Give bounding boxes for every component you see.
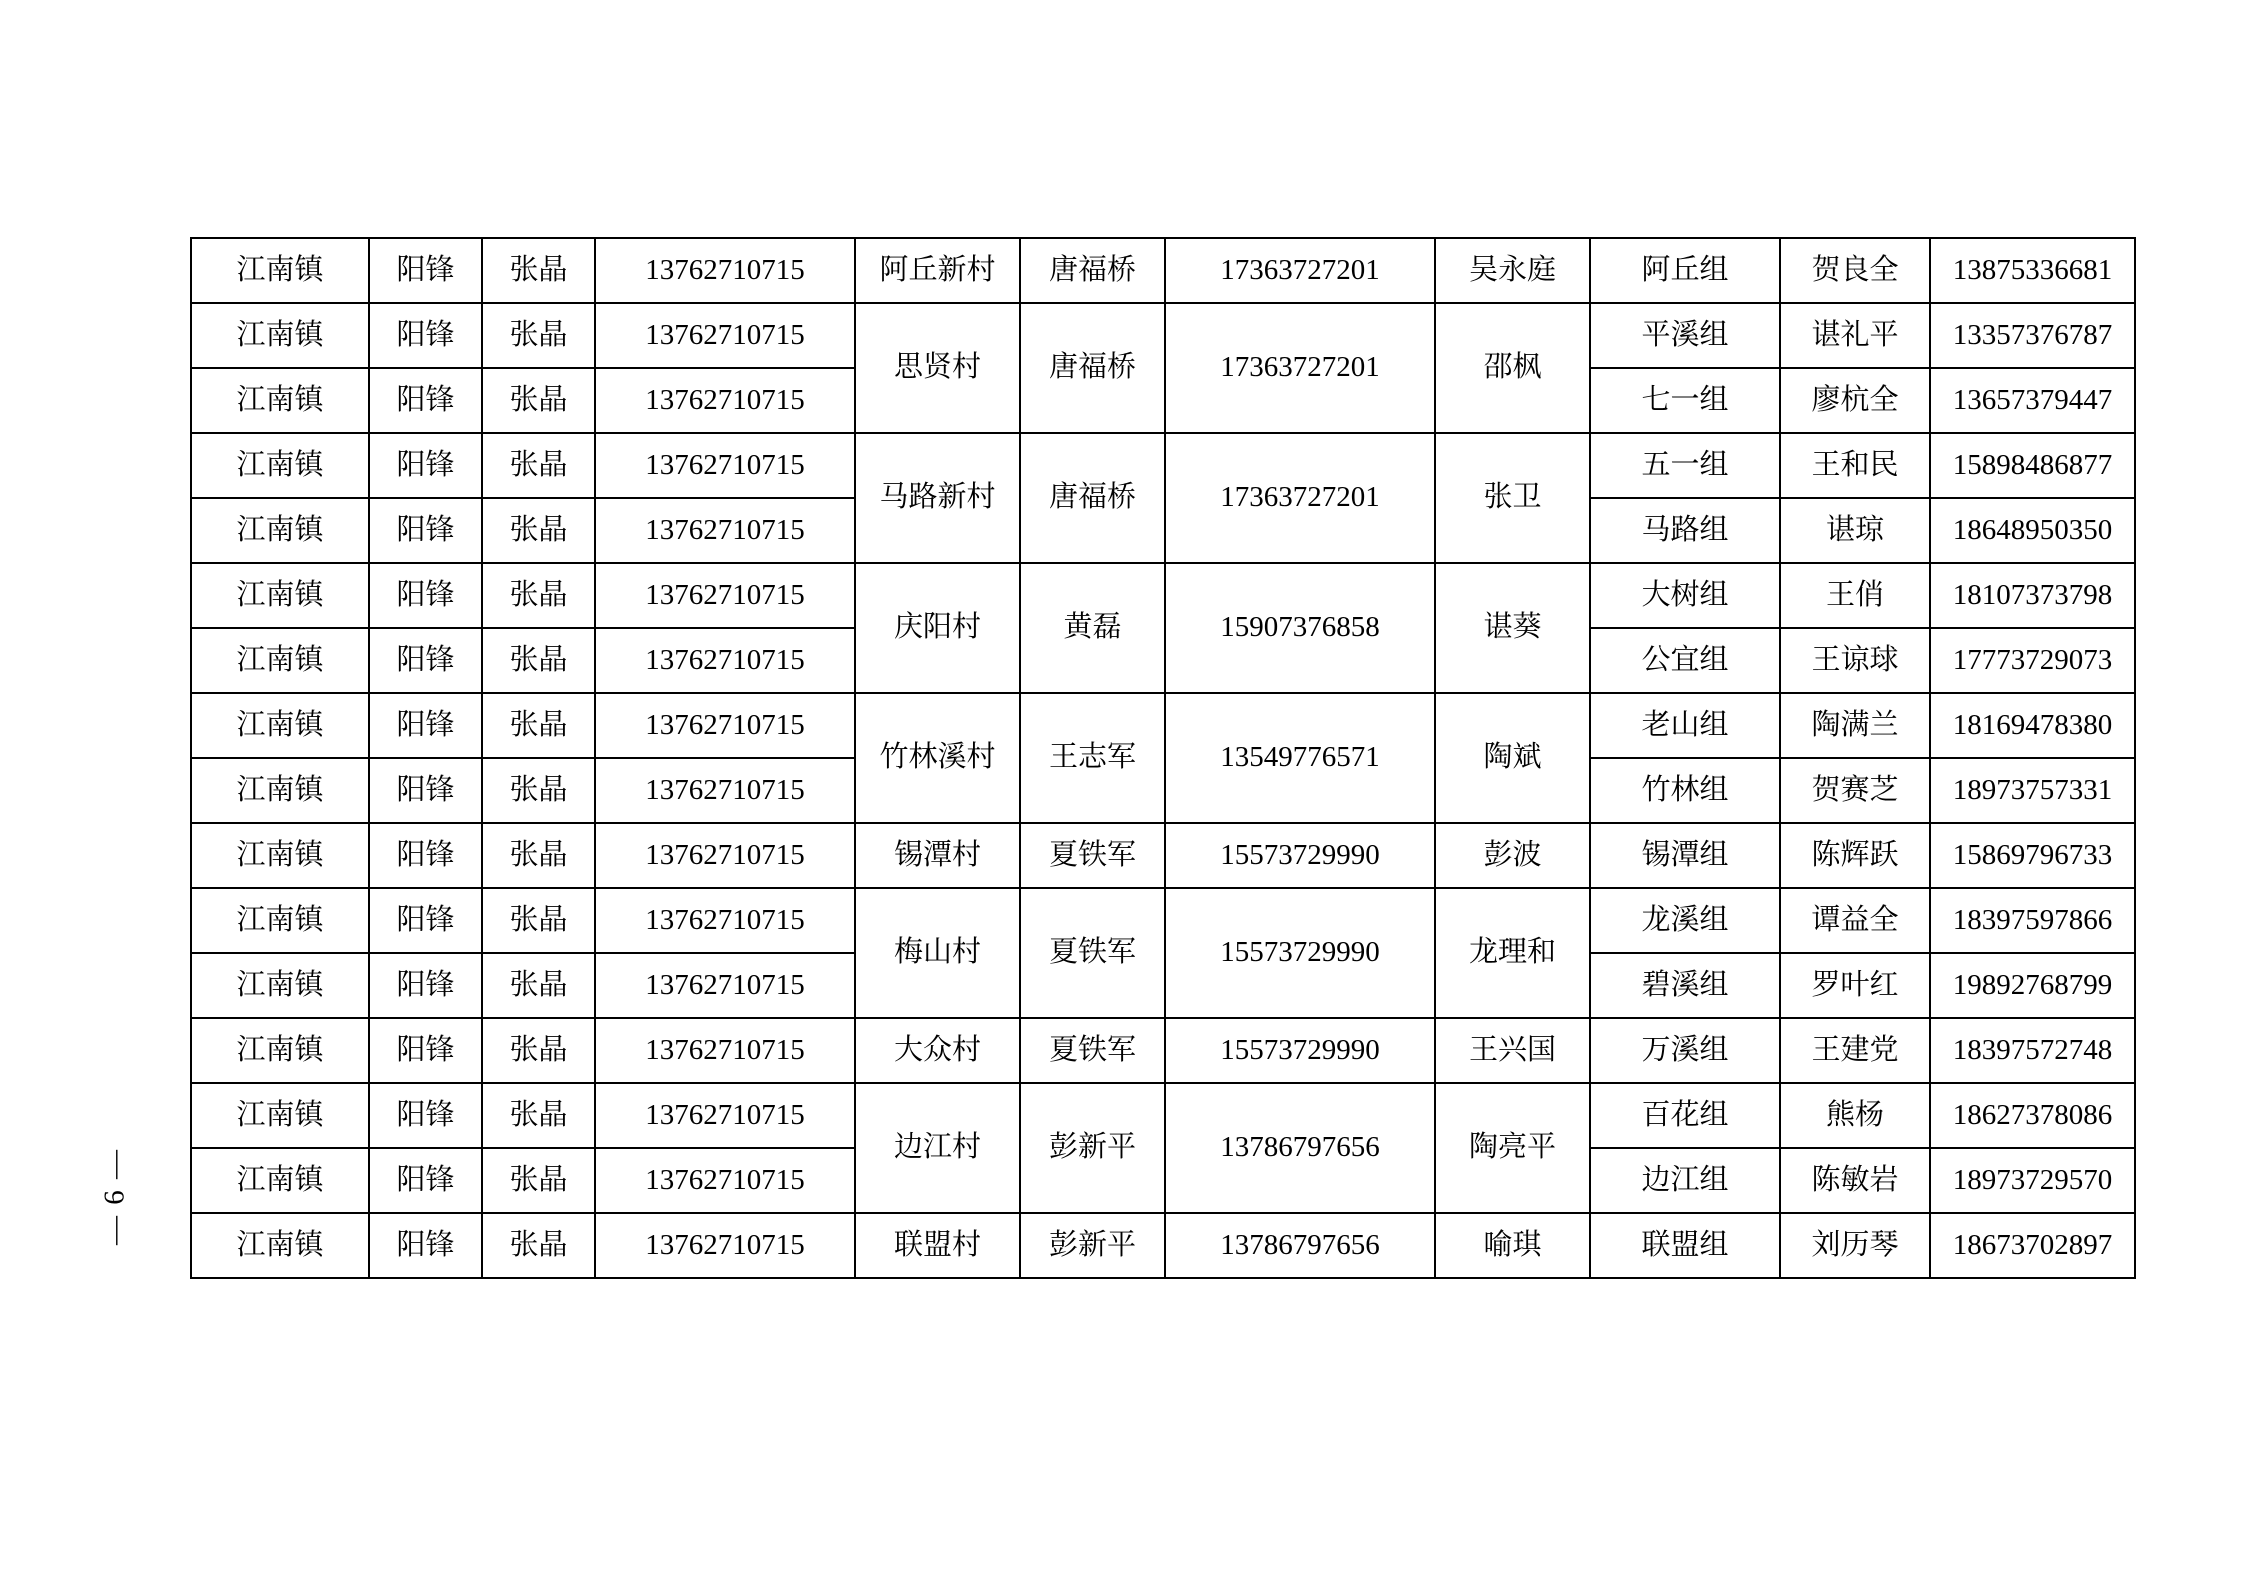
table-cell: 阳锋 <box>369 758 482 823</box>
roster-table <box>190 237 2136 1279</box>
table-cell: 张晶 <box>482 953 595 1018</box>
table-cell: 边江村 <box>855 1083 1020 1213</box>
table-cell: 黄磊 <box>1020 563 1165 693</box>
table-cell: 阳锋 <box>369 238 482 303</box>
roster-table-container <box>190 237 2134 1279</box>
table-cell: 张晶 <box>482 693 595 758</box>
roster-table-body <box>191 238 2135 1278</box>
table-cell: 谌琼 <box>1780 498 1930 563</box>
table-cell: 竹林溪村 <box>855 693 1020 823</box>
page-number: — 6 — <box>98 1148 131 1245</box>
table-cell: 竹林组 <box>1590 758 1780 823</box>
table-cell: 18107373798 <box>1930 563 2135 628</box>
table-cell: 15573729990 <box>1165 1018 1435 1083</box>
table-cell: 18169478380 <box>1930 693 2135 758</box>
table-cell: 吴永庭 <box>1435 238 1590 303</box>
table-cell: 18397597866 <box>1930 888 2135 953</box>
table-cell: 阳锋 <box>369 433 482 498</box>
table-cell: 王和民 <box>1780 433 1930 498</box>
table-cell: 张晶 <box>482 238 595 303</box>
table-row <box>191 1018 2135 1083</box>
table-cell: 阳锋 <box>369 823 482 888</box>
table-cell: 刘历琴 <box>1780 1213 1930 1278</box>
table-row <box>191 1083 2135 1148</box>
table-cell: 老山组 <box>1590 693 1780 758</box>
table-row <box>191 433 2135 498</box>
table-cell: 大树组 <box>1590 563 1780 628</box>
table-cell: 王谅球 <box>1780 628 1930 693</box>
table-cell: 彭新平 <box>1020 1083 1165 1213</box>
table-cell: 13875336681 <box>1930 238 2135 303</box>
table-cell: 七一组 <box>1590 368 1780 433</box>
table-cell: 联盟组 <box>1590 1213 1780 1278</box>
table-cell: 熊杨 <box>1780 1083 1930 1148</box>
table-cell: 阳锋 <box>369 953 482 1018</box>
table-cell: 13762710715 <box>595 693 855 758</box>
table-cell: 张晶 <box>482 1083 595 1148</box>
table-cell: 贺良全 <box>1780 238 1930 303</box>
table-row <box>191 888 2135 953</box>
table-row <box>191 693 2135 758</box>
table-cell: 锡潭组 <box>1590 823 1780 888</box>
table-cell: 江南镇 <box>191 498 369 563</box>
table-cell: 17363727201 <box>1165 238 1435 303</box>
table-cell: 18673702897 <box>1930 1213 2135 1278</box>
table-cell: 13762710715 <box>595 1018 855 1083</box>
table-cell: 万溪组 <box>1590 1018 1780 1083</box>
table-cell: 谌葵 <box>1435 563 1590 693</box>
table-cell: 13762710715 <box>595 758 855 823</box>
table-cell: 锡潭村 <box>855 823 1020 888</box>
table-cell: 江南镇 <box>191 823 369 888</box>
table-cell: 阿丘新村 <box>855 238 1020 303</box>
table-row <box>191 1213 2135 1278</box>
table-cell: 阳锋 <box>369 498 482 563</box>
table-cell: 阳锋 <box>369 693 482 758</box>
table-cell: 江南镇 <box>191 693 369 758</box>
table-cell: 阳锋 <box>369 1148 482 1213</box>
table-row <box>191 238 2135 303</box>
table-cell: 18627378086 <box>1930 1083 2135 1148</box>
table-cell: 张晶 <box>482 498 595 563</box>
table-cell: 平溪组 <box>1590 303 1780 368</box>
table-cell: 张晶 <box>482 303 595 368</box>
table-cell: 阳锋 <box>369 1213 482 1278</box>
table-cell: 张晶 <box>482 1213 595 1278</box>
table-cell: 13786797656 <box>1165 1213 1435 1278</box>
table-cell: 陶亮平 <box>1435 1083 1590 1213</box>
table-cell: 13762710715 <box>595 1083 855 1148</box>
table-cell: 阳锋 <box>369 1018 482 1083</box>
table-cell: 阳锋 <box>369 368 482 433</box>
table-cell: 17363727201 <box>1165 433 1435 563</box>
table-cell: 江南镇 <box>191 1148 369 1213</box>
table-cell: 张晶 <box>482 433 595 498</box>
table-cell: 18973757331 <box>1930 758 2135 823</box>
table-cell: 江南镇 <box>191 1083 369 1148</box>
table-cell: 边江组 <box>1590 1148 1780 1213</box>
table-cell: 彭波 <box>1435 823 1590 888</box>
table-cell: 18648950350 <box>1930 498 2135 563</box>
table-cell: 张晶 <box>482 823 595 888</box>
table-cell: 江南镇 <box>191 563 369 628</box>
table-cell: 13762710715 <box>595 368 855 433</box>
table-cell: 张晶 <box>482 758 595 823</box>
table-cell: 公宜组 <box>1590 628 1780 693</box>
table-cell: 思贤村 <box>855 303 1020 433</box>
table-cell: 江南镇 <box>191 368 369 433</box>
table-cell: 13762710715 <box>595 1213 855 1278</box>
table-cell: 15573729990 <box>1165 823 1435 888</box>
table-cell: 江南镇 <box>191 953 369 1018</box>
table-cell: 江南镇 <box>191 628 369 693</box>
table-cell: 19892768799 <box>1930 953 2135 1018</box>
table-cell: 王兴国 <box>1435 1018 1590 1083</box>
table-cell: 张卫 <box>1435 433 1590 563</box>
table-cell: 喻琪 <box>1435 1213 1590 1278</box>
table-cell: 13762710715 <box>595 303 855 368</box>
table-row <box>191 563 2135 628</box>
table-cell: 江南镇 <box>191 888 369 953</box>
table-cell: 张晶 <box>482 628 595 693</box>
table-cell: 江南镇 <box>191 238 369 303</box>
table-cell: 陈辉跃 <box>1780 823 1930 888</box>
table-row <box>191 303 2135 368</box>
table-cell: 17773729073 <box>1930 628 2135 693</box>
table-cell: 13762710715 <box>595 498 855 563</box>
table-cell: 王建党 <box>1780 1018 1930 1083</box>
table-cell: 阳锋 <box>369 303 482 368</box>
table-cell: 阳锋 <box>369 888 482 953</box>
table-cell: 龙理和 <box>1435 888 1590 1018</box>
table-cell: 大众村 <box>855 1018 1020 1083</box>
table-cell: 龙溪组 <box>1590 888 1780 953</box>
table-cell: 江南镇 <box>191 433 369 498</box>
table-cell: 15869796733 <box>1930 823 2135 888</box>
table-cell: 张晶 <box>482 368 595 433</box>
table-cell: 碧溪组 <box>1590 953 1780 1018</box>
table-cell: 阳锋 <box>369 628 482 693</box>
table-cell: 廖杭全 <box>1780 368 1930 433</box>
table-cell: 阳锋 <box>369 1083 482 1148</box>
table-cell: 13786797656 <box>1165 1083 1435 1213</box>
table-cell: 夏铁军 <box>1020 888 1165 1018</box>
table-cell: 江南镇 <box>191 1018 369 1083</box>
table-cell: 张晶 <box>482 563 595 628</box>
table-cell: 邵枫 <box>1435 303 1590 433</box>
table-cell: 谭益全 <box>1780 888 1930 953</box>
table-cell: 13762710715 <box>595 433 855 498</box>
table-cell: 江南镇 <box>191 758 369 823</box>
table-cell: 13762710715 <box>595 823 855 888</box>
table-cell: 15907376858 <box>1165 563 1435 693</box>
table-cell: 夏铁军 <box>1020 823 1165 888</box>
table-cell: 江南镇 <box>191 1213 369 1278</box>
table-cell: 彭新平 <box>1020 1213 1165 1278</box>
table-cell: 庆阳村 <box>855 563 1020 693</box>
table-cell: 13762710715 <box>595 563 855 628</box>
table-cell: 阿丘组 <box>1590 238 1780 303</box>
table-cell: 贺赛芝 <box>1780 758 1930 823</box>
table-cell: 陶满兰 <box>1780 693 1930 758</box>
table-cell: 五一组 <box>1590 433 1780 498</box>
table-cell: 夏铁军 <box>1020 1018 1165 1083</box>
table-cell: 马路组 <box>1590 498 1780 563</box>
table-cell: 13762710715 <box>595 628 855 693</box>
table-cell: 马路新村 <box>855 433 1020 563</box>
table-cell: 张晶 <box>482 1018 595 1083</box>
table-cell: 张晶 <box>482 888 595 953</box>
table-cell: 张晶 <box>482 1148 595 1213</box>
table-cell: 江南镇 <box>191 303 369 368</box>
table-cell: 王俏 <box>1780 563 1930 628</box>
table-cell: 陈敏岩 <box>1780 1148 1930 1213</box>
table-cell: 谌礼平 <box>1780 303 1930 368</box>
table-cell: 唐福桥 <box>1020 433 1165 563</box>
table-cell: 13762710715 <box>595 888 855 953</box>
table-cell: 13357376787 <box>1930 303 2135 368</box>
table-cell: 陶斌 <box>1435 693 1590 823</box>
table-cell: 13549776571 <box>1165 693 1435 823</box>
table-cell: 罗叶红 <box>1780 953 1930 1018</box>
table-cell: 13762710715 <box>595 953 855 1018</box>
table-cell: 17363727201 <box>1165 303 1435 433</box>
table-cell: 唐福桥 <box>1020 238 1165 303</box>
table-cell: 13762710715 <box>595 238 855 303</box>
table-cell: 15898486877 <box>1930 433 2135 498</box>
table-cell: 15573729990 <box>1165 888 1435 1018</box>
table-cell: 阳锋 <box>369 563 482 628</box>
table-cell: 唐福桥 <box>1020 303 1165 433</box>
table-cell: 13762710715 <box>595 1148 855 1213</box>
table-cell: 梅山村 <box>855 888 1020 1018</box>
table-cell: 18973729570 <box>1930 1148 2135 1213</box>
table-cell: 联盟村 <box>855 1213 1020 1278</box>
table-cell: 百花组 <box>1590 1083 1780 1148</box>
table-cell: 王志军 <box>1020 693 1165 823</box>
table-row <box>191 823 2135 888</box>
table-cell: 18397572748 <box>1930 1018 2135 1083</box>
table-cell: 13657379447 <box>1930 368 2135 433</box>
